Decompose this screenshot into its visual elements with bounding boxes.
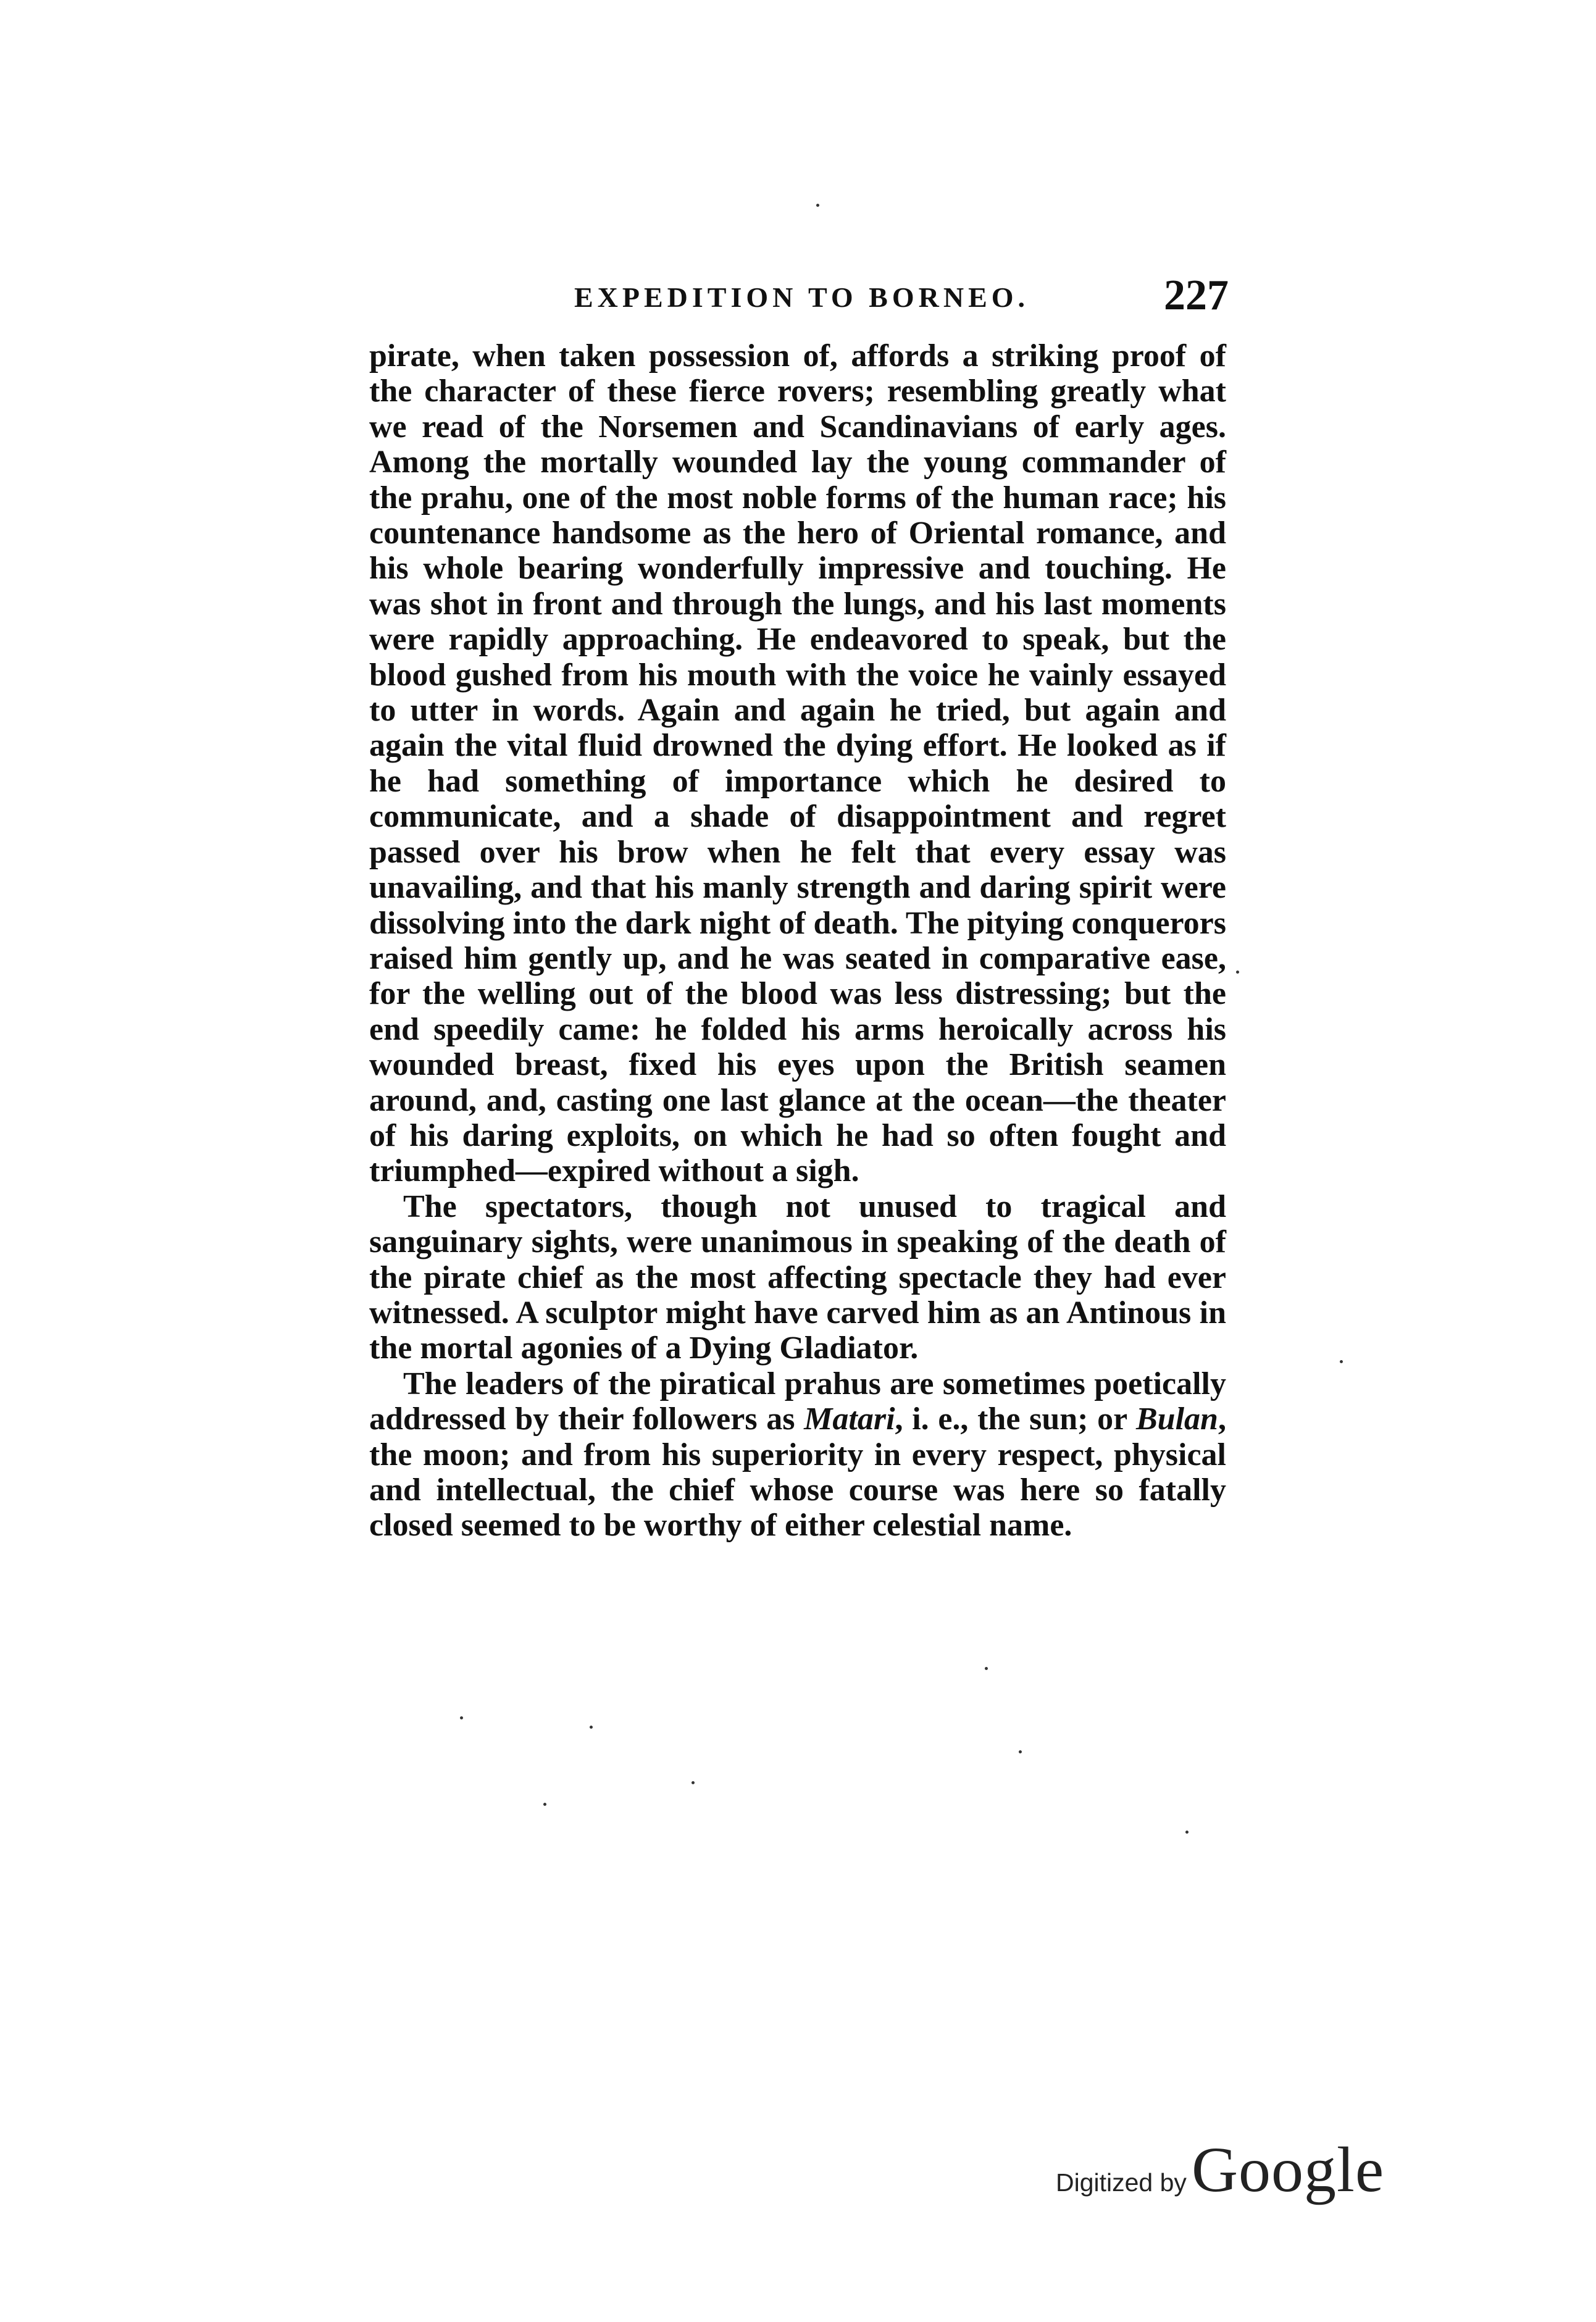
scan-speck [1340, 1360, 1343, 1363]
scan-speck [543, 1803, 546, 1806]
google-logo: Google [1191, 2134, 1385, 2205]
scan-speck [691, 1781, 695, 1784]
page-number: 227 [1164, 272, 1229, 319]
scan-speck [816, 204, 819, 207]
body-text [369, 338, 1226, 1543]
scan-speck [1019, 1750, 1022, 1753]
scan-speck [460, 1716, 463, 1719]
running-head: EXPEDITION TO BORNEO. [574, 282, 1030, 313]
paragraph-3-text-2: , i. e., the sun; or [895, 1401, 1136, 1437]
digitization-watermark [1056, 2133, 1384, 2207]
paragraph-3 [369, 1366, 1226, 1543]
paragraph-3-text-3: , the moon; and from his superiority in every respect, physical and intellectual, the chief whose course was here so fatally closed seemed to be worthy of either celestial name. [369, 1401, 1226, 1543]
paragraph-2: The spectators, though not unused to tragical and sanguinary sights, were unanimous in speaking of the death of the pirate chief as the most affecting spectacle they had ever witnessed. A sculptor might have carved him as an Antinous in the mortal agonies of a Dying Gladiator. [369, 1188, 1226, 1366]
digitized-by-text: Digitized by [1056, 2168, 1187, 2197]
paragraph-1: pirate, when taken possession of, affords a striking proof of the character of these fierce rovers; resembling greatly what we read of the Norsemen and Scandinavians of early ages. Among the mortally wounded lay the young commander of the prahu, one of the most noble forms of the human race; his countenance handsome as the hero of Oriental romance, and his whole bearing wonderfully impressive and touching. He was shot in front and through the lungs, and his last moments were rapidly approaching. He endeavored to speak, but the blood gushed from his mouth with the voice he vainly essayed to utter in words. Again and again he tried, but again and again the vital fluid drowned the dying effort. He looked as if he had something of importance which he desired to communicate, and a shade of disappointment and regret passed over his brow when he felt that every essay was unavailing, and that his manly strength and daring spirit were dissolving into the dark night of death. The pitying conquerors raised him gently up, and he was seated in comparative ease, for the welling out of the blood was less distressing; but the end speedily came: he folded his arms heroically across his wounded breast, fixed his eyes upon the British seamen around, and, casting one last glance at the ocean—the theater of his daring exploits, on which he had so often fought and triumphed—expired without a sigh. [369, 338, 1226, 1189]
term-matari: Matari [804, 1401, 895, 1437]
scan-speck [985, 1667, 988, 1670]
scan-speck [590, 1726, 593, 1729]
page-header [574, 272, 1229, 319]
term-bulan: Bulan [1136, 1401, 1218, 1437]
scan-speck [1236, 971, 1239, 974]
paragraph-3-text-1: The leaders of the piratical prahus are sometimes poetically addressed by their followers as [369, 1366, 1226, 1437]
scan-speck [1185, 1831, 1189, 1834]
